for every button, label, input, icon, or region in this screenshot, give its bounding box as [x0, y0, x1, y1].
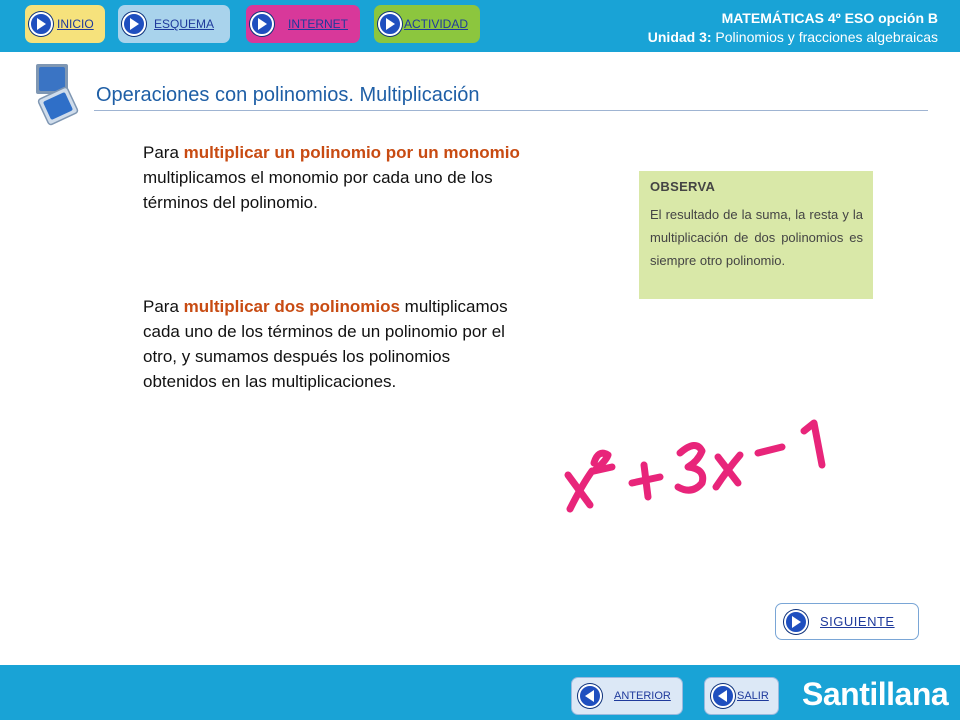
text-run: Para — [143, 143, 184, 162]
title-divider — [94, 110, 928, 111]
play-icon — [784, 610, 808, 634]
unit-title: Polinomios y fracciones algebraicas — [711, 29, 938, 45]
section-icon — [28, 60, 80, 130]
text-run: Para — [143, 297, 184, 316]
highlight-run: multiplicar dos polinomios — [183, 297, 400, 316]
internet-label: INTERNET — [288, 17, 348, 31]
highlight-run: multiplicar — [183, 143, 270, 162]
highlight-run: un — [274, 143, 296, 162]
inicio-label: INICIO — [57, 17, 94, 31]
anterior-label: ANTERIOR — [614, 690, 671, 702]
play-icon — [378, 12, 402, 36]
paragraph-polinomios — [143, 294, 523, 394]
observa-heading: OBSERVA — [650, 179, 716, 194]
esquema-button[interactable] — [118, 5, 230, 43]
play-icon — [250, 12, 274, 36]
siguiente-label: SIGUIENTE — [820, 614, 895, 629]
page-title: Operaciones con polinomios. Multiplicación — [96, 84, 480, 106]
internet-button[interactable] — [246, 5, 360, 43]
subject-title: MATEMÁTICAS 4º ESO opción B — [721, 10, 938, 26]
anterior-button[interactable] — [571, 677, 683, 715]
text-run: multiplicamos cada uno de los términos de un polinomio por el otro, y sumamos después los polinomios obtenidos en las multiplicaciones. — [143, 297, 508, 391]
play-icon — [122, 12, 146, 36]
back-icon — [578, 684, 602, 708]
back-icon — [711, 684, 735, 708]
play-icon — [29, 12, 53, 36]
siguiente-button[interactable] — [775, 603, 919, 640]
unit-line — [648, 28, 938, 47]
paragraph-monomio — [143, 140, 523, 215]
salir-label: SALIR — [737, 690, 769, 702]
actividad-label: ACTIVIDAD — [404, 17, 469, 31]
brand-logo: Santillana — [802, 676, 949, 712]
inicio-button[interactable] — [25, 5, 105, 43]
highlight-run: polinomio por un monomio — [299, 143, 520, 162]
unit-label: Unidad 3: — [647, 29, 712, 45]
observa-text: El resultado de la suma, la resta y la multiplicación de dos polinomios es siempre otro polinomio. — [650, 207, 863, 268]
handwritten-expression — [560, 405, 840, 515]
esquema-label: ESQUEMA — [154, 17, 215, 31]
actividad-button[interactable] — [374, 5, 480, 43]
course-header — [648, 9, 938, 47]
salir-button[interactable] — [704, 677, 779, 715]
observa-box — [639, 171, 873, 299]
text-run: multiplicamos el monomio por cada uno de los términos del polinomio. — [143, 168, 493, 212]
